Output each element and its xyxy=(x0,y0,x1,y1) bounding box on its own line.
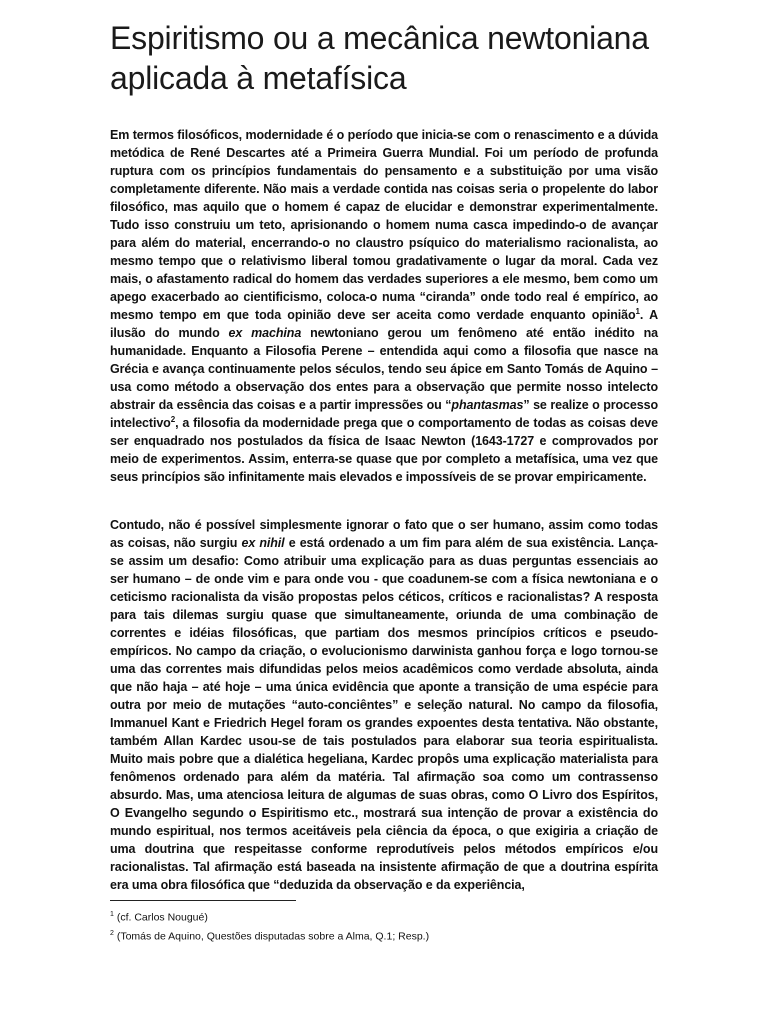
footnote-ref-1[interactable]: 1 xyxy=(635,306,640,316)
p2-text-1: Contudo, não é possível simplesmente ignorar o fato que o ser humano, assim como todas as coisas, não surgiu xyxy=(110,518,658,550)
paragraph-1 xyxy=(110,126,658,486)
footnote-text-2: (Tomás de Aquino, Questões disputadas sobre a Alma, Q.1; Resp.) xyxy=(113,930,430,942)
title-line-1: Espiritismo ou a mecânica newtoniana xyxy=(110,20,649,56)
footnote-mark-1: 1 xyxy=(110,911,114,918)
footnote-divider xyxy=(110,900,296,901)
p2-emphasis-1: ex nihil xyxy=(241,536,285,550)
paragraph-2 xyxy=(110,516,658,894)
footnote-1 xyxy=(110,907,658,926)
p1-emphasis-2: phantasmas xyxy=(451,398,524,412)
footnote-text-1: (cf. Carlos Nougué) xyxy=(113,911,208,924)
footnote-ref-2[interactable]: 2 xyxy=(170,414,176,424)
p1-text-5: , a filosofia da modernidade prega que o comportamento de todas as coisas deve ser enquadrado nos postulados da física de Isaac Newton (1643-1727 e comprovados por meio de experimentos. Assim, enterra-se quase que por completo a metafísica, uma vez que seus princípios são infinitamente mais elevados e impossíveis de se provar empiricamente. xyxy=(110,416,658,484)
footnote-2 xyxy=(110,926,658,945)
p2-text-2: e está ordenado a um fim para além de sua existência. Lança-se assim um desafio: Como atribuir uma explicação para as duas perguntas essenciais ao ser humano – de onde vim e para onde vou - que coadunem-se com a física newtoniana e o ceticismo racionalista da visão propostas pelos céticos, críticos e racionalistas? A resposta para tais dilemas surgiu quase que simultaneamente, oriunda de uma combinação de correntes e idéias filosóficas, que partiam dos mesmos princípios críticos e pseudo-empíricos. No campo da criação, o evolucionismo darwinista ganhou força e logo tornou-se uma das correntes mais difundidas pelos meios acadêmicos como verdade absoluta, ainda que não haja – até hoje – uma única evidência que aponte a transição de uma espécie para outra por meio de mutações “auto-conciêntes” e seleção natural. No campo da filosofia, Immanuel Kant e Friedrich Hegel foram os grandes expoentes desta tentativa. Não obstante, também Allan Kardec usou-se de tais postulados para elaborar sua teoria espiritualista. Muito mais pobre que a dialética hegeliana, Kardec propôs uma explicação materialista para fenômenos ordenado para além da matéria. Tal afirmação soa como um contrassenso absurdo. Mas, uma atenciosa leitura de algumas de suas obras, como O Livro dos Espíritos, O Evangelho segundo o Espiritismo etc., mostrará sua intenção de provar a existência do mundo espiritual, nos termos aceitáveis pela ciência da época, o que exigiria a criação de uma doutrina que respeitasse conforme reprodutíveis pelos métodos empíricos e/ou racionalistas. Tal afirmação está baseada na insistente afirmação de que a doutrina espírita era uma obra filosófica que “deduzida da observação e da experiência, xyxy=(110,536,658,892)
page-title xyxy=(110,18,710,98)
p1-text-4: ” se realize o processo intelectivo xyxy=(110,398,658,430)
title-line-2: aplicada à metafísica xyxy=(110,60,407,96)
p1-emphasis-1: ex machina xyxy=(228,326,302,340)
p1-text-3: newtoniano gerou um fenômeno até então inédito na humanidade. Enquanto a Filosofia Perene – entendida aqui como a filosofia que nasce na Grécia e avança continuamente pelos séculos, tendo seu ápice em Santo Tomás de Aquino – usa como método a observação dos entes para a observação que permite nosso intelecto abstrair da essência das coisas e a partir impressões ou “ xyxy=(110,326,658,412)
footnote-mark-2: 2 xyxy=(110,929,114,937)
p1-text-2: . A ilusão do mundo xyxy=(110,308,658,340)
footnotes xyxy=(110,907,658,944)
p1-text-1: Em termos filosóficos, modernidade é o período que inicia-se com o renascimento e a dúvida metódica de René Descartes até a Primeira Guerra Mundial. Foi um período de profunda ruptura com os princípios fundamentais do pensamento e a substituição por uma visão completamente diferente. Não mais a verdade contida nas coisas seria o propelente do labor filosófico, mas aquilo que o homem é capaz de elucidar e demonstrar experimentalmente. Tudo isso construiu um teto, aprisionando o homem numa casca impedindo-o de avançar para além do material, encerrando-o no claustro psíquico do materialismo racionalista, ao mesmo tempo que o relativismo liberal tomou gradativamente o lugar da moral. Cada vez mais, o afastamento radical do homem das verdades superiores a ele mesmo, bem como um apego exacerbado ao cientificismo, coloca-o numa “ciranda” onde todo real é empírico, ao mesmo tempo em que toda opinião deve ser aceita como verdade enquanto opinião xyxy=(110,128,658,322)
